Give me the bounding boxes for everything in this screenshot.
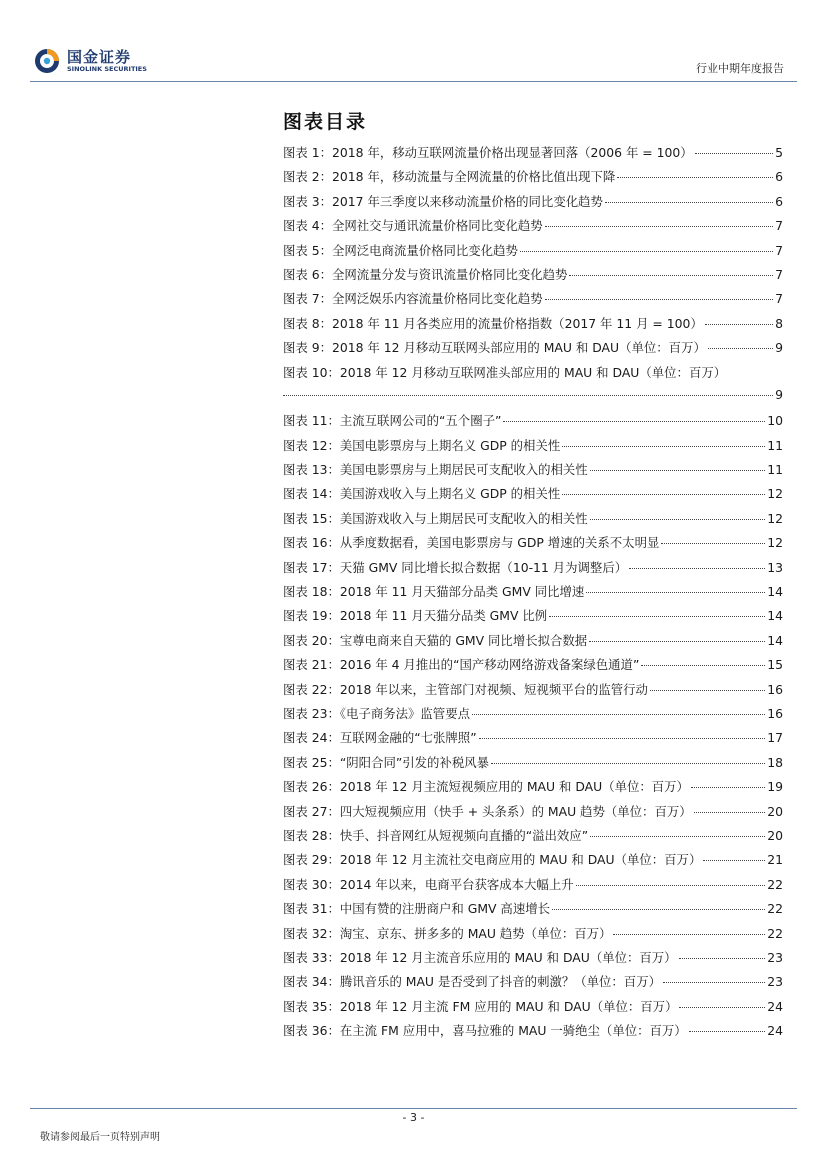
- toc-entry[interactable]: [283, 606, 783, 630]
- toc-entry[interactable]: [283, 533, 783, 557]
- toc-entry[interactable]: [283, 728, 783, 752]
- dot-leader: [589, 641, 765, 642]
- toc-entry-page: 13: [767, 559, 783, 575]
- toc-entry-label: 图表 24：互联网金融的“七张牌照”: [283, 730, 477, 746]
- toc-entry-label: 图表 36：在主流 FM 应用中，喜马拉雅的 MAU 一骑绝尘（单位：百万）: [283, 1023, 687, 1039]
- toc-entry-page: 16: [767, 706, 783, 721]
- toc-entry[interactable]: [283, 655, 783, 679]
- toc-entry[interactable]: [283, 338, 783, 362]
- toc-entry-page: 10: [767, 413, 783, 429]
- toc-entry-page: 17: [767, 730, 783, 746]
- dot-leader: [491, 763, 765, 764]
- dot-leader: [590, 470, 766, 471]
- report-type-label: 行业中期年度报告: [696, 62, 784, 75]
- toc-entry-page: 9: [775, 386, 783, 402]
- toc-entry[interactable]: [283, 826, 783, 850]
- toc-entry[interactable]: [283, 1021, 783, 1045]
- toc-entry[interactable]: [283, 289, 783, 313]
- toc-entry-page: 21: [767, 852, 783, 868]
- logo-english-name: SINOLINK SECURITIES: [67, 65, 147, 73]
- toc-entry-page: 7: [775, 242, 783, 258]
- toc-entry-page: 20: [767, 827, 783, 843]
- dot-leader: [695, 153, 773, 154]
- toc-entry[interactable]: [283, 631, 783, 655]
- toc-entry[interactable]: [283, 167, 783, 191]
- dot-leader: [703, 860, 765, 861]
- toc-entry[interactable]: [283, 924, 783, 948]
- table-of-figures: [283, 143, 783, 1045]
- toc-entry-page: 12: [767, 535, 783, 551]
- toc-entry-page: 22: [767, 876, 783, 892]
- toc-entry-label: 图表 32：淘宝、京东、拼多多的 MAU 趋势（单位：百万）: [283, 925, 612, 941]
- toc-entry-page: 23: [767, 974, 783, 990]
- toc-entry-page: 24: [767, 998, 783, 1014]
- dot-leader: [641, 665, 765, 666]
- page-number: - 3 -: [402, 1111, 425, 1124]
- toc-entry[interactable]: [283, 704, 783, 728]
- toc-entry-label: 图表 3：2017 年三季度以来移动流量价格的同比变化趋势: [283, 193, 603, 209]
- toc-entry-label: 图表 22：2018 年以来，主管部门对视频、短视频平台的监管行动: [283, 681, 648, 697]
- toc-entry-page: 12: [767, 486, 783, 502]
- toc-entry-page: 7: [775, 266, 783, 282]
- dot-leader: [689, 1031, 766, 1032]
- dot-leader: [562, 446, 765, 447]
- toc-entry-label: 图表 16：从季度数据看，美国电影票房与 GDP 增速的关系不太明显: [283, 535, 660, 551]
- toc-entry[interactable]: [283, 460, 783, 484]
- toc-entry-page: 22: [767, 901, 783, 917]
- toc-entry-label: 图表 10：2018 年 12 月移动互联网准头部应用的 MAU 和 DAU（单位：百万）: [283, 364, 727, 380]
- dot-leader: [520, 251, 773, 252]
- footer-divider: [30, 1108, 797, 1109]
- toc-entry-page: 14: [767, 584, 783, 600]
- dot-leader: [562, 494, 765, 495]
- dot-leader: [283, 395, 773, 396]
- toc-entry-page: 9: [775, 340, 783, 356]
- toc-entry[interactable]: [283, 802, 783, 826]
- toc-entry[interactable]: [283, 899, 783, 923]
- toc-entry-page: 22: [767, 925, 783, 941]
- toc-entry-label: 图表 21：2016 年 4 月推出的“国产移动网络游戏备案绿色通道”: [283, 657, 640, 673]
- toc-entry[interactable]: [283, 509, 783, 533]
- toc-entry-label: 图表 2：2018 年，移动流量与全网流量的价格比值出现下降: [283, 169, 616, 185]
- toc-entry[interactable]: [283, 241, 783, 265]
- toc-entry-page: 14: [767, 632, 783, 648]
- toc-entry[interactable]: [283, 948, 783, 972]
- toc-entry-label: 图表 15：美国游戏收入与上期居民可支配收入的相关性: [283, 510, 588, 526]
- toc-entry-page: 7: [775, 291, 783, 307]
- toc-entry-page: 11: [767, 462, 783, 478]
- dot-leader: [545, 299, 773, 300]
- dot-leader: [617, 177, 773, 178]
- dot-leader: [590, 519, 766, 520]
- dot-leader: [552, 909, 765, 910]
- toc-entry-label: 图表 13：美国电影票房与上期居民可支配收入的相关性: [283, 462, 588, 478]
- toc-entry-label: 图表 29：2018 年 12 月主流社交电商应用的 MAU 和 DAU（单位：百万）: [283, 852, 702, 868]
- toc-entry[interactable]: [283, 680, 783, 704]
- toc-entry-label: 图表 19：2018 年 11 月天猫分品类 GMV 比例: [283, 608, 548, 624]
- dot-leader: [569, 275, 773, 276]
- toc-entry-label: 图表 34：腾讯音乐的 MAU 是否受到了抖音的刺激？（单位：百万）: [283, 974, 661, 990]
- toc-entry[interactable]: [283, 558, 783, 582]
- toc-entry-label: 图表 33：2018 年 12 月主流音乐应用的 MAU 和 DAU（单位：百万）: [283, 949, 677, 965]
- toc-entry-label: 图表 12：美国电影票房与上期名义 GDP 的相关性: [283, 437, 561, 453]
- toc-entry-label: 图表 18：2018 年 11 月天猫部分品类 GMV 同比增速: [283, 584, 585, 600]
- toc-entry-label: 图表 9：2018 年 12 月移动互联网头部应用的 MAU 和 DAU（单位：百万）: [283, 340, 706, 356]
- toc-entry-page: 11: [767, 437, 783, 453]
- toc-entry-label: 图表 30：2014 年以来，电商平台获客成本大幅上升: [283, 876, 574, 892]
- toc-entry-label: 图表 27：四大短视频应用（快手 + 头条系）的 MAU 趋势（单位：百万）: [283, 803, 692, 819]
- toc-entry-page: 6: [775, 193, 783, 209]
- dot-leader: [545, 226, 773, 227]
- toc-entry[interactable]: [283, 484, 783, 508]
- toc-entry[interactable]: [283, 192, 783, 216]
- dot-leader: [629, 568, 765, 569]
- toc-entry-page: 16: [767, 681, 783, 697]
- toc-entry-label: 图表 26：2018 年 12 月主流短视频应用的 MAU 和 DAU（单位：百万）: [283, 779, 689, 795]
- dot-leader: [613, 934, 765, 935]
- toc-entry-page: 6: [775, 169, 783, 185]
- toc-entry-label: 图表 11：主流互联网公司的“五个圈子”: [283, 413, 502, 429]
- toc-entry-page: 15: [767, 657, 783, 673]
- sinolink-logo-icon: [34, 48, 60, 74]
- toc-title: 图表目录: [283, 111, 368, 133]
- toc-entry[interactable]: [283, 753, 783, 777]
- dot-leader: [694, 812, 766, 813]
- dot-leader: [708, 348, 773, 349]
- toc-entry-page: 23: [767, 949, 783, 965]
- dot-leader: [605, 202, 773, 203]
- toc-entry-label: 图表 6：全网流量分发与资讯流量价格同比变化趋势: [283, 266, 568, 282]
- dot-leader: [679, 958, 766, 959]
- toc-entry[interactable]: [283, 265, 783, 289]
- toc-entry[interactable]: [283, 850, 783, 874]
- toc-entry-page: 7: [775, 218, 783, 234]
- dot-leader: [705, 324, 773, 325]
- toc-entry[interactable]: [283, 582, 783, 606]
- toc-entry-page: 14: [767, 608, 783, 624]
- toc-entry-label: 图表 35：2018 年 12 月主流 FM 应用的 MAU 和 DAU（单位：百万）: [283, 998, 678, 1014]
- toc-entry-page: 5: [775, 145, 783, 160]
- logo-chinese-name: 国金证券: [67, 48, 132, 66]
- dot-leader: [503, 421, 765, 422]
- toc-entry[interactable]: [283, 363, 783, 412]
- disclaimer-note: 敬请参阅最后一页特别声明: [40, 1132, 160, 1143]
- toc-entry[interactable]: [283, 875, 783, 899]
- toc-entry-label: 图表 5：全网泛电商流量价格同比变化趋势: [283, 242, 518, 258]
- toc-entry-page: 8: [775, 315, 783, 331]
- company-logo: [34, 48, 164, 78]
- toc-entry[interactable]: [283, 411, 783, 435]
- toc-entry[interactable]: [283, 314, 783, 338]
- toc-entry-label: 图表 7：全网泛娱乐内容流量价格同比变化趋势: [283, 291, 543, 307]
- toc-entry-label: 图表 28：快手、抖音网红从短视频向直播的“溢出效应”: [283, 827, 589, 843]
- toc-entry[interactable]: [283, 972, 783, 996]
- dot-leader: [661, 543, 765, 544]
- toc-entry-page: 20: [767, 803, 783, 819]
- toc-entry-page: 18: [767, 754, 783, 770]
- toc-entry-page: 12: [767, 510, 783, 526]
- toc-entry-page: 24: [767, 1023, 783, 1039]
- toc-entry[interactable]: [283, 777, 783, 801]
- toc-entry-label: 图表 14：美国游戏收入与上期名义 GDP 的相关性: [283, 486, 561, 502]
- toc-entry-label: 图表 25：“阴阳合同”引发的补税风暴: [283, 754, 490, 770]
- toc-entry[interactable]: [283, 143, 783, 167]
- toc-entry-label: 图表 31：中国有赞的注册商户和 GMV 高速增长: [283, 901, 550, 917]
- toc-entry-leader-line: [283, 387, 783, 411]
- dot-leader: [590, 836, 765, 837]
- dot-leader: [576, 885, 766, 886]
- toc-entry-label: 图表 20：宝尊电商来自天猫的 GMV 同比增长拟合数据: [283, 632, 588, 648]
- toc-entry[interactable]: [283, 997, 783, 1021]
- dot-leader: [691, 787, 765, 788]
- dot-leader: [586, 592, 765, 593]
- toc-entry-label: 图表 4：全网社交与通讯流量价格同比变化趋势: [283, 218, 543, 234]
- toc-entry-label: 图表 8：2018 年 11 月各类应用的流量价格指数（2017 年 11 月 = 100）: [283, 315, 703, 331]
- toc-entry[interactable]: [283, 436, 783, 460]
- dot-leader: [663, 982, 765, 983]
- header-divider: [30, 81, 797, 82]
- dot-leader: [472, 714, 765, 715]
- toc-entry[interactable]: [283, 216, 783, 240]
- toc-entry-label: 图表 17：天猫 GMV 同比增长拟合数据（10-11 月为调整后）: [283, 559, 628, 575]
- dot-leader: [679, 1007, 765, 1008]
- toc-entry-label: 图表 1：2018 年，移动互联网流量价格出现显著回落（2006 年 = 100）: [283, 145, 693, 160]
- toc-entry-label: 图表 23：《电子商务法》监管要点: [283, 706, 470, 721]
- dot-leader: [549, 616, 765, 617]
- dot-leader: [479, 738, 766, 739]
- toc-entry-page: 19: [767, 779, 783, 795]
- dot-leader: [650, 690, 765, 691]
